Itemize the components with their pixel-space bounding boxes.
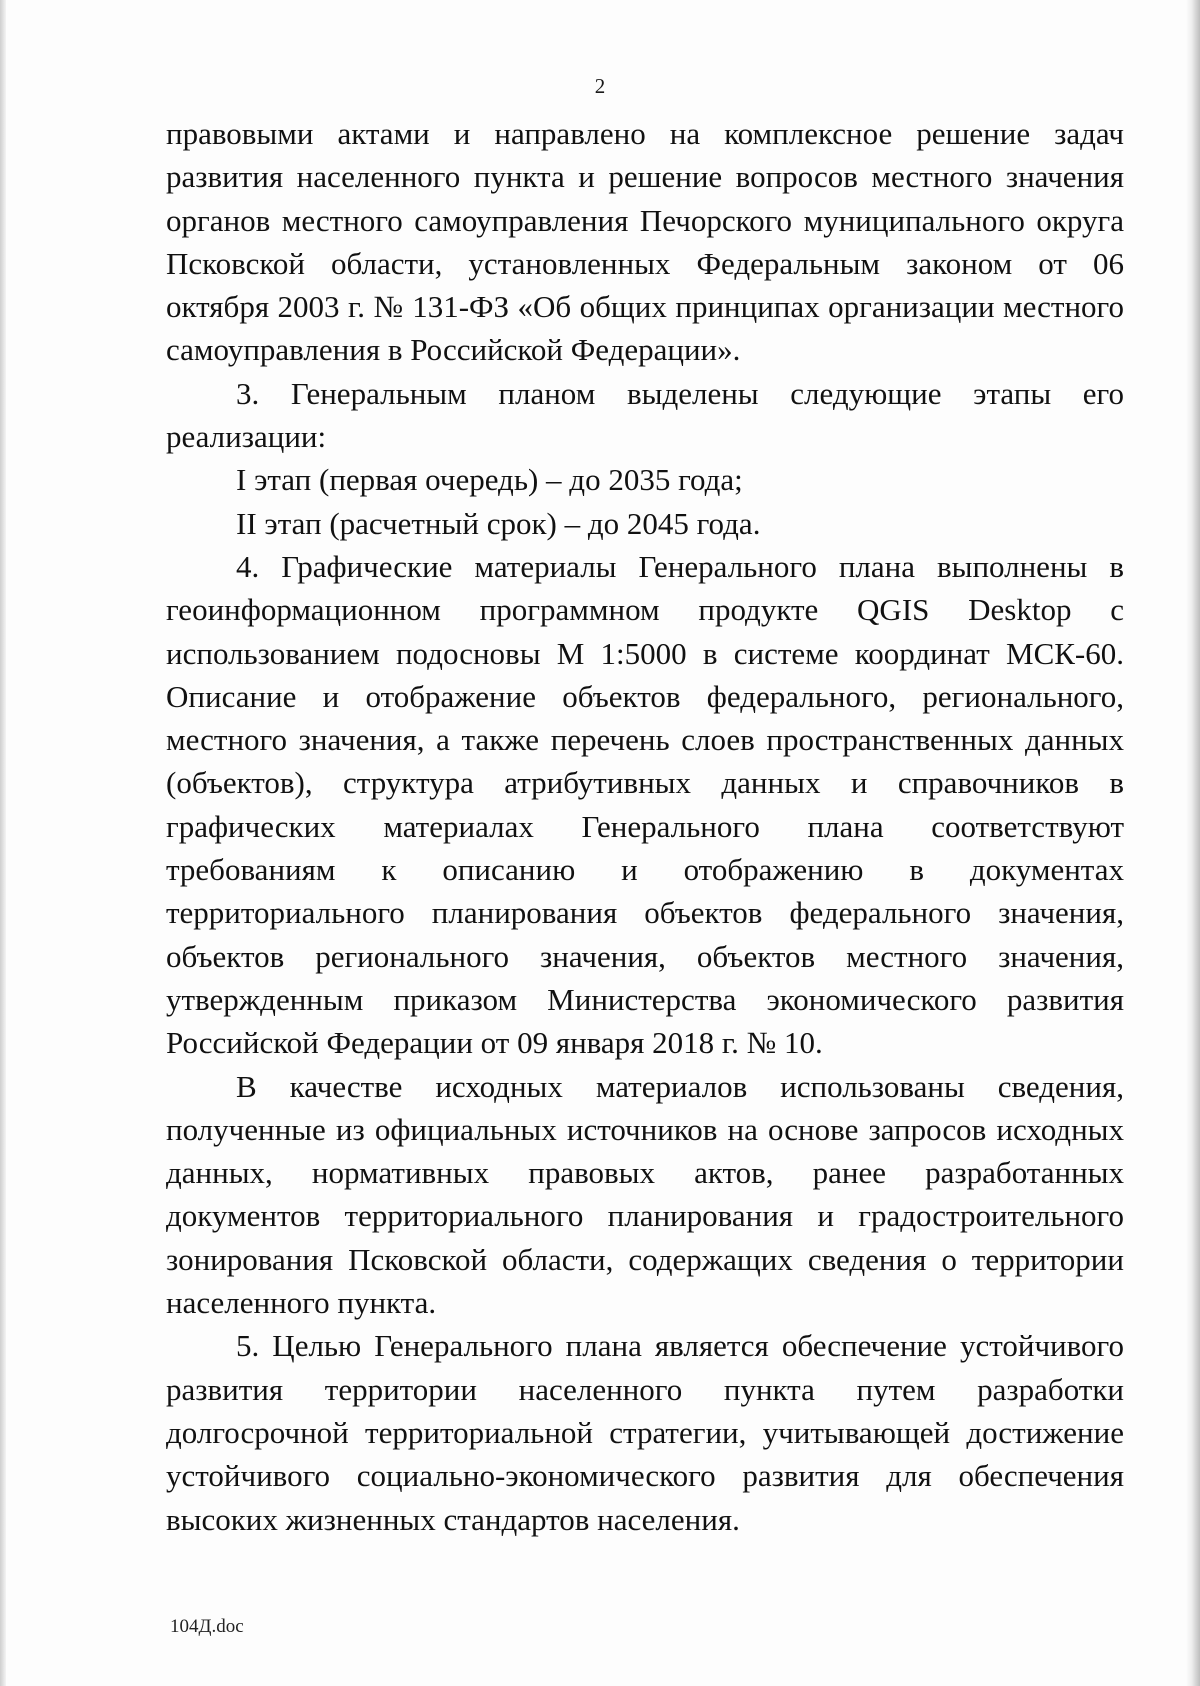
- page-number: 2: [594, 74, 606, 98]
- paragraph-stage-2: II этап (расчетный срок) – до 2045 года.: [236, 505, 761, 541]
- paragraph-item-4: 4. Графические материалы Генерального плана выполнены в геоинформационном программном продукте QGIS Desktop с использованием подосновы М 1:5000 в системе координат МСК-60. Описание и отображение объектов федерального, регионального, местного значения, а также перечень слоев пространственных данных (объектов), структура атрибутивных данных и справочников в графических материалах Генерального плана соответствуют требованиям к описанию и отображению в документах территориального планирования объектов федерального значения, объектов регионального значения, объектов местного значения, утвержденным приказом Министерства экономического развития Российской Федерации от 09 января 2018 г. № 10.: [166, 548, 1124, 1061]
- paragraph-stage-1: I этап (первая очередь) – до 2035 года;: [236, 462, 743, 498]
- paragraph-item-5: 5. Целью Генерального плана является обеспечение устойчивого развития территории населенного пункта путем разработки долгосрочной территориальной стратегии, учитывающей достижение устойчивого социально-экономического развития для обеспечения высоких жизненных стандартов населения.: [166, 1328, 1124, 1537]
- scan-edge-left: [0, 0, 6, 1686]
- paragraph-continuation: правовыми актами и направлено на комплексное решение задач развития населенного пункта и решение вопросов местного значения органов местного самоуправления Печорского муниципального округа Псковской области, установленных Федеральным законом от 06 октября 2003 г. № 131-ФЗ «Об общих принципах организации местного самоуправления в Российской Федерации».: [166, 116, 1124, 368]
- paragraph-item-3: 3. Генеральным планом выделены следующие этапы его реализации:: [166, 375, 1124, 455]
- document-body: [166, 112, 1124, 1541]
- footer-filename: 104Д.doc: [170, 1616, 244, 1637]
- scan-edge-right: [1186, 0, 1200, 1686]
- paragraph-source-materials: В качестве исходных материалов использованы сведения, полученные из официальных источников на основе запросов исходных данных, нормативных правовых актов, ранее разработанных документов территориального планирования и градостроительного зонирования Псковской области, содержащих сведения о территории населенного пункта.: [166, 1068, 1124, 1321]
